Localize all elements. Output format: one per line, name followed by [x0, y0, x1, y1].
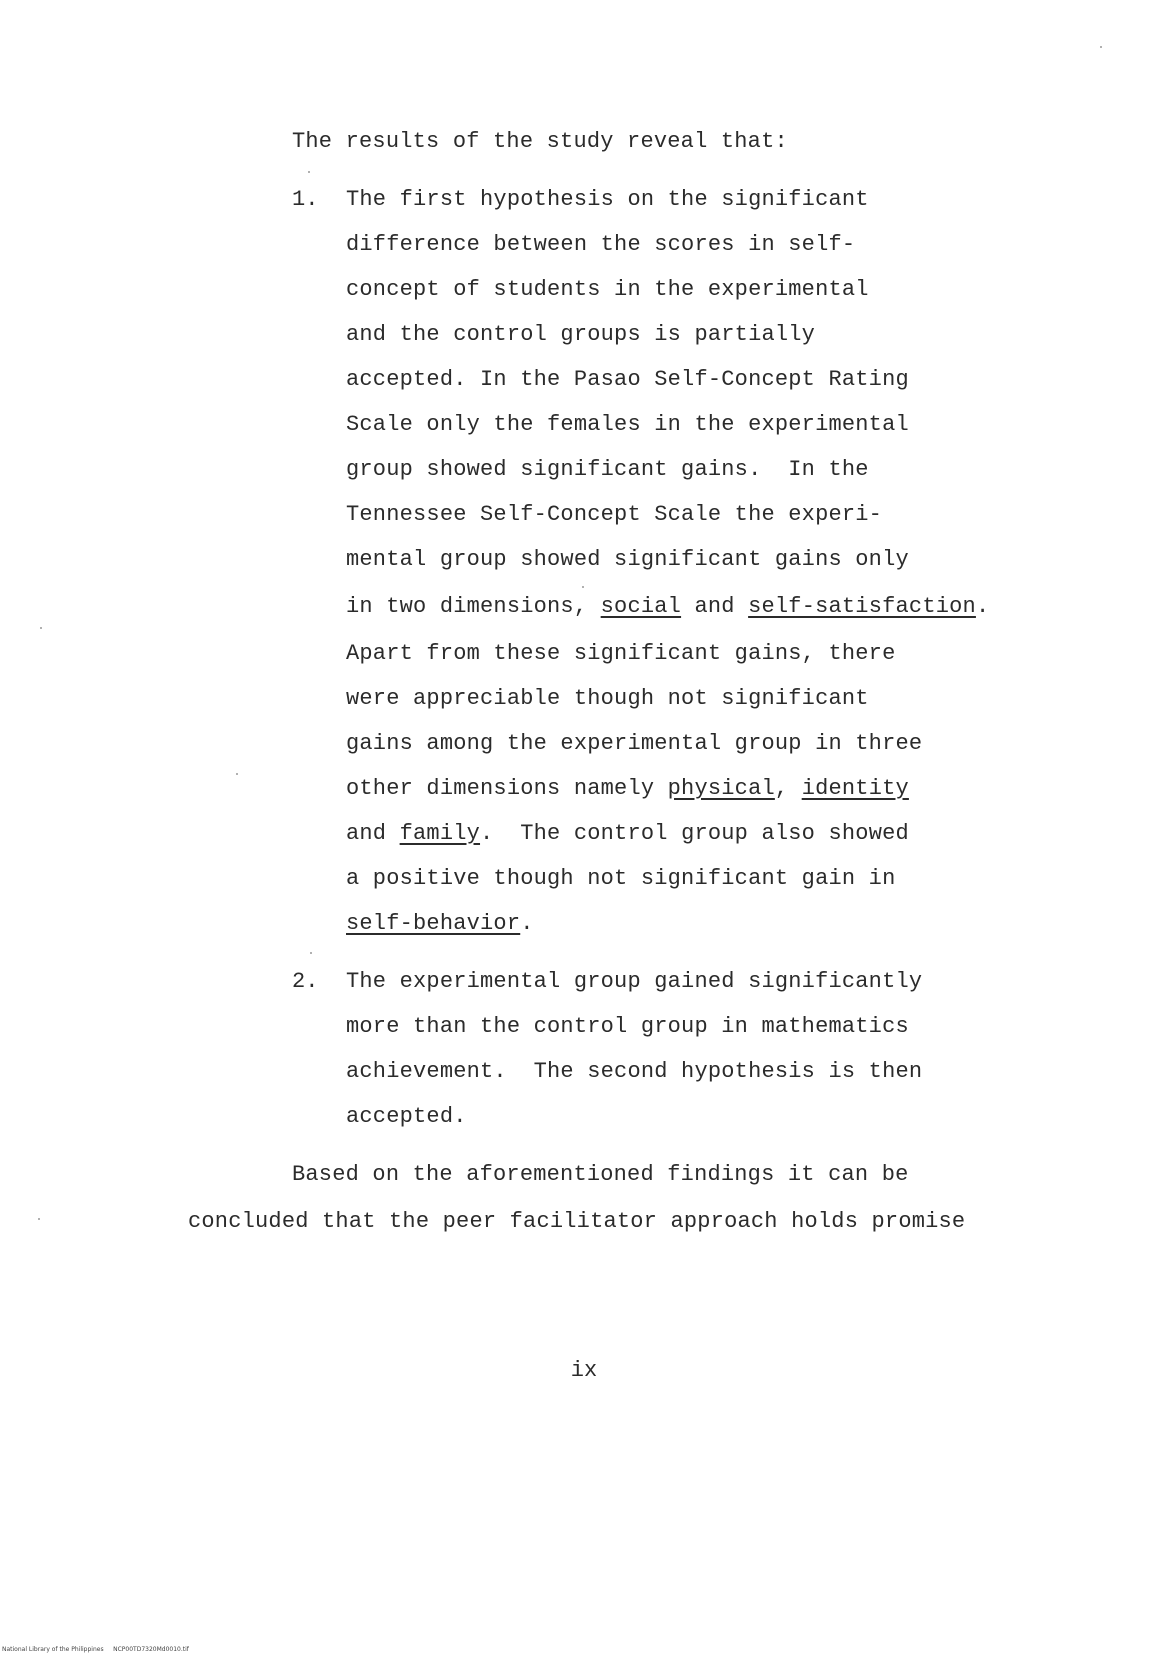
finding-1-line-11: Apart from these significant gains, there [346, 641, 896, 666]
finding-1-line-3: concept of students in the experimental [346, 277, 869, 302]
finding-2-line-4: accepted. [346, 1104, 467, 1129]
underlined-self-behavior: self-behavior [346, 911, 521, 936]
finding-1-line-2: difference between the scores in self- [346, 232, 856, 257]
scan-speck [38, 1218, 40, 1220]
conclusion-line-2: concluded that the peer facilitator approach holds promise [188, 1209, 966, 1234]
underlined-physical: physical [667, 776, 775, 801]
finding-1-line-9: mental group showed significant gains only [346, 547, 909, 572]
finding-1-number: 1. [292, 187, 319, 212]
scan-speck [40, 627, 42, 629]
intro-line: The results of the study reveal that: [292, 129, 788, 154]
underlined-social: social [600, 594, 682, 619]
scan-speck [1100, 46, 1102, 48]
scan-speck [236, 773, 238, 775]
finding-1-line-5: accepted. In the Pasao Self-Concept Rating [346, 367, 909, 392]
underlined-self-satisfaction: self-satisfaction [748, 594, 976, 619]
finding-2-line-3: achievement. The second hypothesis is then [346, 1059, 923, 1084]
finding-1-line-8: Tennessee Self-Concept Scale the experi- [346, 502, 883, 527]
finding-1-line-13: gains among the experimental group in three [346, 731, 923, 756]
finding-1-line-10 [346, 594, 989, 620]
line-10-mid: and [681, 594, 749, 619]
finding-1-line-17 [346, 911, 534, 937]
conclusion-line-1: Based on the aforementioned findings it can be [292, 1162, 909, 1187]
finding-2-number: 2. [292, 969, 319, 994]
finding-1-line-15 [346, 821, 909, 847]
line-10-pre: in two dimensions, [346, 594, 601, 619]
line-17-post: . [520, 911, 534, 936]
finding-1-line-6: Scale only the females in the experimental [346, 412, 909, 437]
finding-1-line-7: group showed significant gains. In the [346, 457, 869, 482]
finding-1-line-14 [346, 776, 909, 802]
finding-1-line-4: and the control groups is partially [346, 322, 816, 347]
line-10-post: . [975, 594, 990, 619]
scan-speck [310, 952, 312, 954]
underlined-identity: identity [801, 776, 909, 801]
line-14-mid: , [774, 776, 802, 801]
scan-speck [308, 171, 310, 173]
line-14-pre: other dimensions namely [346, 776, 668, 801]
finding-1-line-16: a positive though not significant gain in [346, 866, 896, 891]
finding-2-line-1: The experimental group gained significantly [346, 969, 923, 994]
line-15-post: . The control group also showed [480, 821, 909, 846]
page-number: ix [570, 1358, 598, 1383]
finding-1-line-12: were appreciable though not significant [346, 686, 869, 711]
line-15-pre: and [346, 821, 400, 846]
scan-footer: National Library of the Philippines NCP00TD7320Md0010.tif [2, 1646, 189, 1653]
finding-1-line-1: The first hypothesis on the significant [346, 187, 869, 212]
underlined-family: family [399, 821, 481, 846]
finding-2-line-2: more than the control group in mathematics [346, 1014, 909, 1039]
scan-speck [582, 586, 584, 588]
